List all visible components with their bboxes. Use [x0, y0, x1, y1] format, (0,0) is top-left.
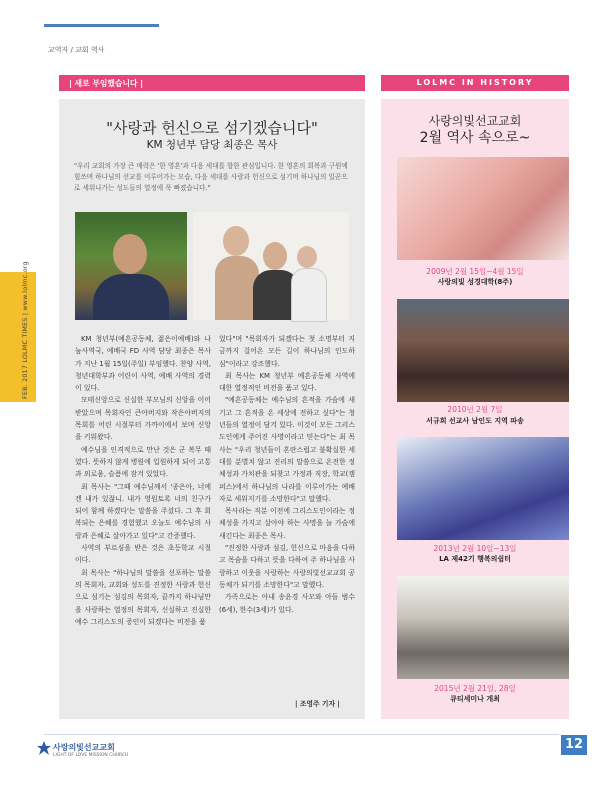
- history-photo-retreat: [397, 437, 569, 540]
- church-logo-icon: [36, 740, 52, 756]
- family-photo: [193, 212, 349, 320]
- article-intro: "우리 교회의 가장 큰 매력은 '한 영혼'과 다음 세대를 향한 관심입니다. 한 영혼의 회복과 구원에 힘쓰며 하나님의 선교를 이루어가는 모습, 다음 세대를 사랑과 헌신으로 섬기며 하나님의 일꾼으로 세워나가는 성도들의 열정에 푹 빠졌습니다.": [74, 162, 348, 192]
- paragraph: 모태신앙으로 신실한 부모님의 신앙을 이어받았으며 목회자인 큰아버지와 작은아버지의 목회를 어린 시절부터 가까이에서 보며 신앙을 키워왔다.: [75, 396, 211, 442]
- paragraph: 최 목사는 "하나님의 말씀을 선포하는 말씀의 목회자, 교회와 성도를 진정한 사랑과 헌신으로 섬기는 섬김의 목회자, 끝까지 하나님만을 사랑하는 열정의 목회자, 신실하고 진실한 예수 그리스도의 증인이 되겠다는 비전을 품: [75, 568, 211, 626]
- history-caption: 서규희 선교사 남인도 지역 파송: [426, 417, 524, 425]
- article-column-2: [219, 333, 355, 616]
- history-photo-qt-seminar: [397, 576, 569, 679]
- family-figure-head: [263, 242, 287, 270]
- article-column-1: [75, 333, 211, 628]
- left-section-header: [59, 75, 365, 91]
- family-figure-head: [297, 246, 317, 268]
- history-caption: LA 제42기 행복의쉼터: [439, 555, 511, 563]
- paragraph: 최 목사는 KM 청년부 예흔공동체 사역에 대한 열정적인 비전을 품고 있다.: [219, 371, 355, 393]
- paragraph: 최 목사는 "그때 예수님께서 '종은아, 너에겐 내가 있잖니. 내가 영원토록 너의 친구가 되어 함께 하겠다'는 말씀을 주셨다. 그 후 회복되는 은혜를 경험했고 오늘도 예수님의 사랑과 은혜로 살아가고 있다"고 간증했다.: [75, 482, 211, 540]
- paragraph: 사역의 부르심을 받은 것은 초등학교 시절이다.: [75, 544, 211, 565]
- side-tab-text: FEB. 2017 LOLMC TIMES | www.lolmc.org: [22, 261, 29, 399]
- history-date: 2015년 2월 21일, 28일: [434, 684, 516, 693]
- history-caption: 사랑의빛 성경대학(8주): [437, 278, 513, 286]
- history-photo-bible-college: [397, 157, 569, 260]
- history-date: 2009년 2월 15일~4월 15일: [426, 267, 524, 276]
- pastor-portrait-photo: [75, 212, 187, 320]
- top-accent-bar: [44, 24, 159, 27]
- paragraph: 목사라는 직분 이전에 그리스도인이라는 정체성을 가지고 살아야 하는 사명을 늘 가슴에 새긴다는 최종은 목사.: [219, 507, 355, 540]
- paragraph: 가족으로는 아내 송윤경 사모와 아들 범수(6세), 한수(3세)가 있다.: [219, 593, 355, 614]
- right-section-label: LOLMC IN HISTORY: [416, 78, 534, 87]
- history-title-line2: 2월 역사 속으로~: [419, 130, 531, 146]
- paragraph: KM 청년부(예흔공동체, 젊은이예배)와 나눔사역국, 예배국 FD 사역 담당 최종은 목사가 지난 1월 15일(주일) 부임했다. 찬양 사역, 청년대학부과 어린이 사역, 예배 사역의 경력이 있다.: [75, 335, 211, 393]
- paragraph: 었다"며 "목회자가 되겠다는 첫 소명부터 지금까지 걸어온 모든 길이 하나님의 인도하심"이라고 강조했다.: [219, 335, 355, 368]
- article-subtitle: KM 청년부 담당 최종은 목사: [146, 139, 278, 151]
- paragraph: 예수님을 인격적으로 만난 것은 군 복무 때였다. 뜻하지 않게 병원에 입원하게 되어 고통과 외로움, 슬픔에 잠겨 있었다.: [75, 445, 211, 479]
- family-figure: [291, 268, 327, 322]
- breadcrumb: 교역자 / 교회 역사: [48, 46, 105, 54]
- page-number: 12: [564, 737, 584, 752]
- portrait-suit: [93, 274, 169, 320]
- paragraph: "진정한 사랑과 섬김, 헌신으로 마음을 다하고 목숨을 다하고 뜻을 다하여 주 하나님을 사랑하고 이웃을 사랑하는 사랑의빛선교교회 공동체가 되기를 소망한다"고 말했다.: [219, 544, 355, 589]
- right-section-header: [381, 75, 569, 91]
- byline: | 조영주 기자 |: [295, 700, 340, 708]
- church-logo-subtext: LIGHT OF LOVE MISSION CHURCH: [53, 753, 129, 758]
- history-photo-india-mission: [397, 299, 569, 402]
- footer-divider: [44, 734, 559, 735]
- left-section-label: | 새로 부임했습니다 |: [69, 79, 144, 88]
- history-title-line1: 사랑의빛선교교회: [428, 114, 522, 128]
- family-figure-head: [223, 226, 249, 256]
- church-logo-text: 사랑의빛선교교회: [53, 743, 115, 752]
- history-date: 2010년 2월 7일: [447, 405, 503, 414]
- history-caption: 큐티세미나 개최: [450, 695, 500, 703]
- page-number-badge: [561, 735, 587, 755]
- article-title: "사랑과 헌신으로 섬기겠습니다": [106, 119, 318, 137]
- paragraph: "예흔공동체는 예수님의 흔적을 가슴에 새기고 그 흔적을 온 세상에 전하고 싶다"는 청년들의 열정이 담겨 있다. 이것이 모든 그리스도인에게 주어진 사명이라고 믿는다"는 최 목사는 "우리 청년들이 혼란스럽고 불확실한 세대를 분별치 않고 진리의 말씀으로 온전한 정체성과 가치관을 되찾고 가정과 직장, 학교(캠퍼스)에서 하나님의 나라를 이루어가는 예배자로 세워지기를 소망한다"고 말했다.: [219, 396, 355, 503]
- history-date: 2013년 2월 10일~13일: [433, 544, 517, 553]
- portrait-face: [113, 234, 147, 274]
